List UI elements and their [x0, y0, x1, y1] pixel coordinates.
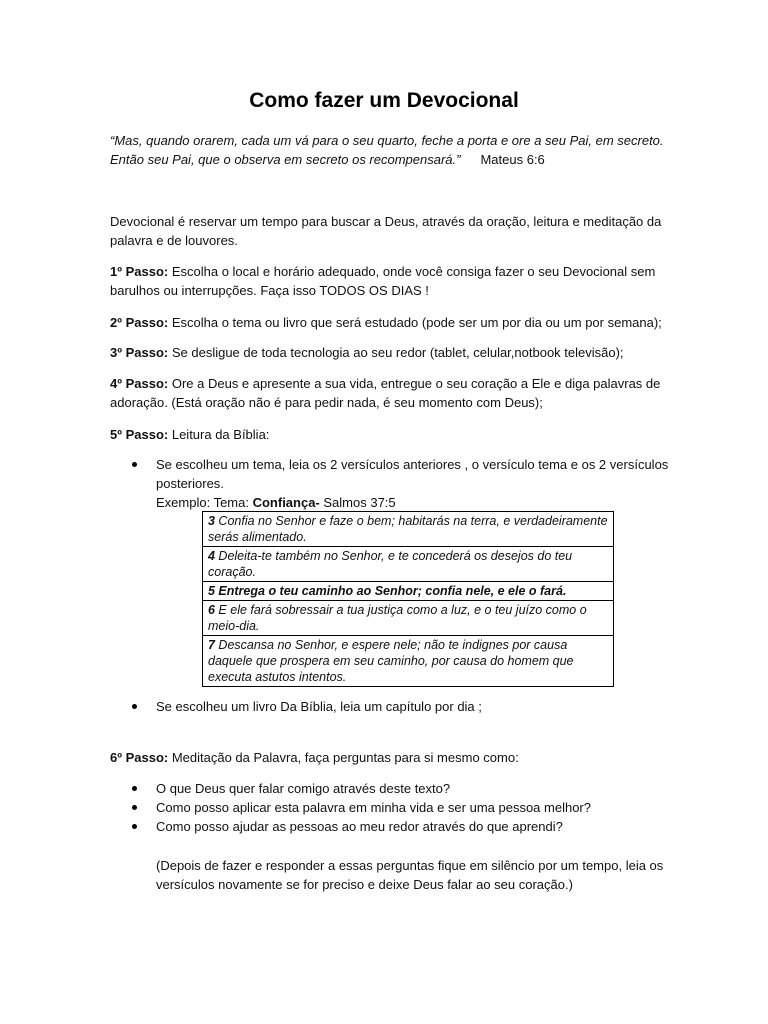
verse-text: Confia no Senhor e faze o bem; habitarás na terra, e verdadeiramente serás alimentado.	[208, 514, 608, 544]
step-5-label: 5º Passo:	[110, 427, 169, 442]
step-4-label: 4º Passo:	[110, 376, 169, 391]
verses-table	[202, 511, 614, 687]
intro-paragraph: Devocional é reservar um tempo para buscar a Deus, através da oração, leitura e meditação da palavra e de louvores.	[110, 214, 662, 248]
verse-text: Descansa no Senhor, e espere nele; não te indignes por causa daquele que prospera em seu caminho, por causa do homem que executa astutos intentos.	[208, 638, 574, 684]
verse-number: 7	[208, 638, 215, 652]
bullet-icon	[132, 805, 137, 810]
verse-number: 4	[208, 549, 215, 563]
verse-number: 5	[208, 584, 215, 598]
verse-cell	[203, 547, 614, 582]
step-2-label: 2º Passo:	[110, 315, 169, 330]
step-5-bullet-book: Se escolheu um livro Da Bíblia, leia um capítulo por dia ;	[156, 699, 482, 714]
step-3-label: 3º Passo:	[110, 345, 169, 360]
step-3-text: Se desligue de toda tecnologia ao seu redor (tablet, celular,notbook televisão);	[168, 345, 624, 360]
table-row	[203, 601, 614, 636]
example-prefix: Exemplo: Tema:	[156, 495, 253, 510]
step-5	[110, 425, 670, 444]
question-text: Como posso ajudar as pessoas ao meu redor através do que aprendi?	[156, 819, 563, 834]
step-6-questions	[110, 779, 670, 836]
example-reference: Salmos 37:5	[319, 495, 396, 510]
verse-cell	[203, 512, 614, 547]
question-text: O que Deus quer falar comigo através deste texto?	[156, 781, 451, 796]
step-4	[110, 374, 670, 412]
step-1-text: Escolha o local e horário adequado, onde você consiga fazer o seu Devocional sem barulhos ou interrupções. Faça isso TODOS OS DIAS !	[110, 264, 656, 298]
bullet-icon	[132, 786, 137, 791]
quote-reference: Mateus 6:6	[480, 152, 545, 167]
verse-cell	[203, 636, 614, 687]
example-line	[110, 493, 670, 512]
step-2-text: Escolha o tema ou livro que será estudado (pode ser um por dia ou um por semana);	[168, 315, 662, 330]
quote-text: “Mas, quando orarem, cada um vá para o seu quarto, feche a porta e ore a seu Pai, em secreto. Então seu Pai, que o observa em secreto os recompensará.”	[110, 133, 664, 167]
verse-number: 6	[208, 603, 215, 617]
table-row-highlighted	[203, 582, 614, 601]
verse-cell	[203, 601, 614, 636]
step-2	[110, 313, 670, 332]
verse-cell	[203, 582, 614, 601]
step-4-text: Ore a Deus e apresente a sua vida, entregue o seu coração a Ele e diga palavras de adoração. (Está oração não é para pedir nada, é seu momento com Deus);	[110, 376, 661, 410]
verse-text: Entrega o teu caminho ao Senhor; confia nele, e ele o fará.	[214, 584, 567, 598]
bullet-icon	[132, 462, 137, 467]
list-item	[110, 779, 670, 798]
step-3	[110, 343, 670, 362]
step-1-label: 1º Passo:	[110, 264, 169, 279]
table-row	[203, 636, 614, 687]
list-item	[110, 697, 670, 716]
closing-note: (Depois de fazer e responder a essas perguntas fique em silêncio por um tempo, leia os versículos novamente se for preciso e deixe Deus falar ao seu coração.)	[156, 858, 664, 892]
step-5-text: Leitura da Bíblia:	[168, 427, 270, 442]
bullet-icon	[132, 704, 137, 709]
example-theme: Confiança-	[252, 495, 320, 510]
step-6	[110, 748, 670, 767]
verse-number: 3	[208, 514, 215, 528]
document-title: Como fazer um Devocional	[249, 89, 519, 112]
verse-text: Deleita-te também no Senhor, e te concederá os desejos do teu coração.	[208, 549, 573, 579]
list-item	[110, 798, 670, 817]
step-5-list	[110, 455, 670, 512]
list-item	[110, 455, 670, 493]
opening-quote	[110, 131, 670, 169]
question-text: Como posso aplicar esta palavra em minha vida e ser uma pessoa melhor?	[156, 800, 591, 815]
table-row	[203, 512, 614, 547]
step-6-label: 6º Passo:	[110, 750, 169, 765]
list-item	[110, 817, 670, 836]
bullet-icon	[132, 824, 137, 829]
step-6-text: Meditação da Palavra, faça perguntas para si mesmo como:	[168, 750, 519, 765]
verse-text: E ele fará sobressair a tua justiça como a luz, e o teu juízo como o meio-dia.	[208, 603, 587, 633]
step-5-bullet-theme: Se escolheu um tema, leia os 2 versículos anteriores , o versículo tema e os 2 versículos posteriores.	[156, 457, 669, 491]
step-5-list-2	[110, 697, 670, 716]
step-1	[110, 262, 670, 300]
table-row	[203, 547, 614, 582]
